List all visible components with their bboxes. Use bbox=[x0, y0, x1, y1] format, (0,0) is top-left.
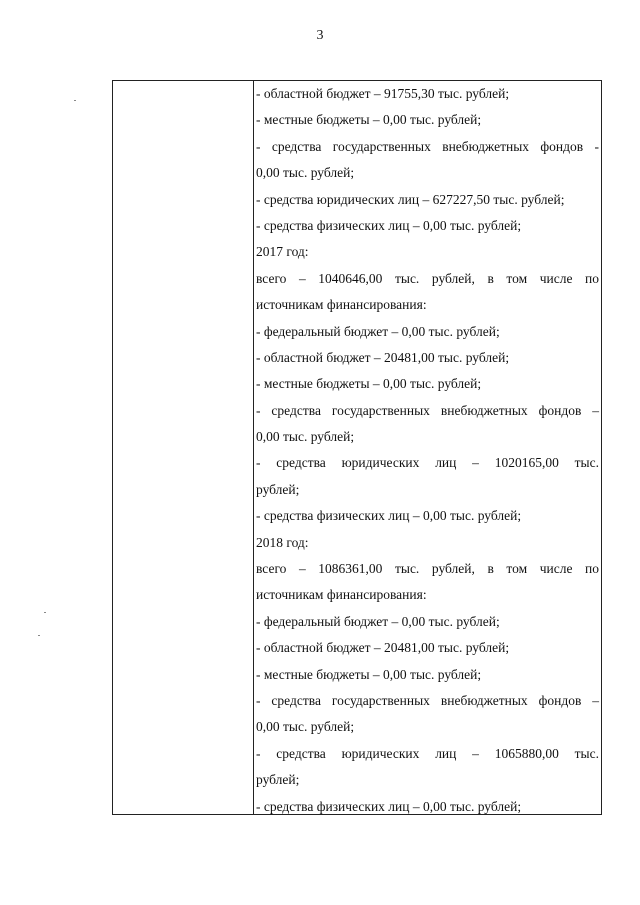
table-text-line: - областной бюджет – 20481,00 тыс. рублей; bbox=[256, 349, 510, 365]
page-number: 3 bbox=[316, 28, 324, 43]
table-text-line: - местные бюджеты – 0,00 тыс. рублей; bbox=[256, 112, 482, 128]
scan-mark bbox=[44, 612, 46, 613]
table-text-line: - средства государственных внебюджетных фондов – bbox=[256, 402, 599, 418]
table-text-line: 0,00 тыс. рублей; bbox=[256, 429, 355, 445]
table-text-line: - федеральный бюджет – 0,00 тыс. рублей; bbox=[256, 323, 500, 339]
table-text-line: всего – 1086361,00 тыс. рублей, в том числе по bbox=[256, 561, 599, 577]
table-text-line: - средства юридических лиц – 1065880,00 тыс. bbox=[256, 745, 599, 761]
table-text-line: - местные бюджеты – 0,00 тыс. рублей; bbox=[256, 666, 482, 682]
table-text-line: - федеральный бюджет – 0,00 тыс. рублей; bbox=[256, 613, 500, 629]
table-text-line: - средства физических лиц – 0,00 тыс. рублей; bbox=[256, 798, 522, 814]
scan-mark bbox=[74, 100, 76, 101]
table-text-line: всего – 1040646,00 тыс. рублей, в том числе по bbox=[256, 270, 599, 286]
table-text-line: - областной бюджет – 91755,30 тыс. рублей; bbox=[256, 86, 510, 101]
table-text-line: рублей; bbox=[256, 772, 300, 788]
table-text-line: - областной бюджет – 20481,00 тыс. рублей; bbox=[256, 640, 510, 656]
table-text-line: - местные бюджеты – 0,00 тыс. рублей; bbox=[256, 376, 482, 392]
table-text-line: - средства физических лиц – 0,00 тыс. рублей; bbox=[256, 217, 522, 233]
funding-table bbox=[112, 80, 602, 815]
table-text-line: - средства физических лиц – 0,00 тыс. рублей; bbox=[256, 508, 522, 524]
table-text-line: 2017 год: bbox=[256, 244, 309, 260]
table-left-column bbox=[113, 81, 254, 814]
table-text-line: - средства государственных внебюджетных фондов – bbox=[256, 692, 599, 708]
table-text-line: - средства юридических лиц – 1020165,00 тыс. bbox=[256, 455, 599, 471]
table-text-line: рублей; bbox=[256, 481, 300, 497]
table-right-column bbox=[254, 81, 601, 814]
table-text-line: 2018 год: bbox=[256, 534, 309, 550]
scan-mark bbox=[38, 635, 40, 636]
table-text-line: источникам финансирования: bbox=[256, 587, 427, 603]
table-text-line: 0,00 тыс. рублей; bbox=[256, 719, 355, 735]
table-text-line: - средства юридических лиц – 627227,50 тыс. рублей; bbox=[256, 191, 565, 207]
table-text-line: - средства государственных внебюджетных фондов - bbox=[256, 138, 599, 154]
table-text-line: источникам финансирования: bbox=[256, 297, 427, 313]
table-text-line: 0,00 тыс. рублей; bbox=[256, 165, 355, 181]
